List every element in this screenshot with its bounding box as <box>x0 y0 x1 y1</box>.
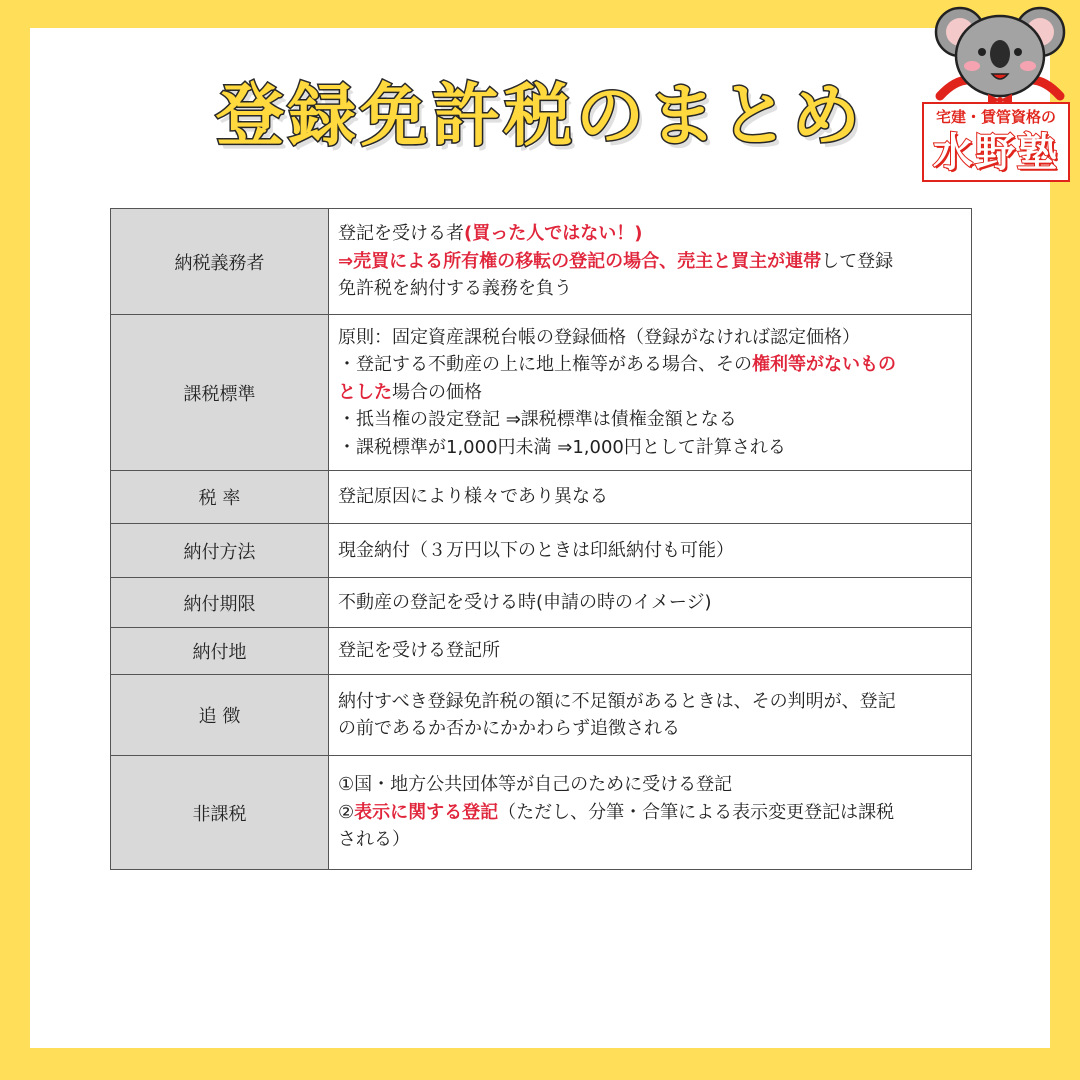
content-line <box>338 324 961 352</box>
body-text: 納付すべき登録免許税の額に不足額があるときは、その判明が、登記 <box>338 690 896 712</box>
row-label: 納付期限 <box>111 578 329 628</box>
logo-name: 水野塾 <box>933 130 1059 176</box>
content-line <box>338 220 961 248</box>
content-line <box>338 351 961 379</box>
emphasis-text: ⇒売買による所有権の移転の登記の場合、売主と買主が連帯 <box>338 250 822 272</box>
emphasis-text: 権利等がないもの <box>752 354 896 376</box>
body-text: ・登記する不動産の上に地上権等がある場合、その <box>338 354 752 376</box>
row-content <box>329 209 972 315</box>
row-label: 追 徴 <box>111 675 329 756</box>
row-label: 納付方法 <box>111 524 329 578</box>
table-row <box>111 578 972 628</box>
row-label: 税 率 <box>111 471 329 524</box>
body-text: 登記を受ける者 <box>338 223 464 245</box>
body-text: して登録 <box>821 250 894 272</box>
content-line <box>338 799 961 827</box>
body-text: ・抵当権の設定登記 ⇒課税標準は債権金額となる <box>338 409 737 431</box>
content-line <box>338 688 961 716</box>
content-line <box>338 483 961 511</box>
row-label: 課税標準 <box>111 315 329 471</box>
page-title: 登録免許税のまとめ <box>215 77 864 156</box>
table-row <box>111 524 972 578</box>
row-label: 納付地 <box>111 628 329 675</box>
body-text: 原則：固定資産課税台帳の登録価格（登録がなければ認定価格） <box>338 326 860 348</box>
body-text: の前であるか否かにかかわらず追徴される <box>338 718 680 739</box>
content-line <box>338 379 961 407</box>
row-content <box>329 578 972 628</box>
content-line <box>338 637 961 665</box>
row-label: 納税義務者 <box>111 209 329 315</box>
body-text: 現金納付（３万円以下のときは印紙納付も可能） <box>338 539 734 561</box>
body-text: 登記を受ける登記所 <box>338 640 500 662</box>
table-row <box>111 628 972 675</box>
logo-badge <box>922 102 1070 182</box>
body-text: 不動産の登記を受ける時(申請の時のイメージ) <box>338 591 712 613</box>
tax-summary-table <box>110 208 972 870</box>
content-line <box>338 275 961 303</box>
logo-subtitle: 宅建・賃管資格の <box>935 108 1056 126</box>
emphasis-text: (買った人ではない！) <box>464 223 643 245</box>
body-text: される） <box>338 829 410 851</box>
table-row <box>111 756 972 870</box>
table-row <box>111 675 972 756</box>
row-content <box>329 675 972 756</box>
table-row <box>111 315 972 471</box>
content-line <box>338 589 961 617</box>
content-line <box>338 826 961 854</box>
body-text: 登記原因により様々であり異なる <box>338 486 608 508</box>
row-content <box>329 471 972 524</box>
emphasis-text: とした <box>338 381 392 403</box>
content-line <box>338 406 961 434</box>
content-line <box>338 248 961 276</box>
row-content <box>329 315 972 471</box>
row-label: 非課税 <box>111 756 329 870</box>
body-text: ①国・地方公共団体等が自己のために受ける登記 <box>338 774 733 796</box>
table-row <box>111 209 972 315</box>
body-text: ・課税標準が1,000円未満 ⇒1,000円として計算される <box>338 436 786 458</box>
row-content <box>329 756 972 870</box>
koala-mascot-icon <box>930 4 1070 114</box>
body-text: 場合の価格 <box>392 381 482 403</box>
emphasis-text: 表示に関する登記 <box>354 801 499 823</box>
body-text: ② <box>338 801 355 823</box>
row-content <box>329 524 972 578</box>
body-text: 免許税を納付する義務を負う <box>338 278 572 300</box>
table-row <box>111 471 972 524</box>
content-line <box>338 537 961 565</box>
body-text: （ただし、分筆・合筆による表示変更登記は課税 <box>498 801 895 823</box>
row-content <box>329 628 972 675</box>
content-line <box>338 434 961 462</box>
content-line <box>338 715 961 743</box>
content-line <box>338 771 961 799</box>
brand-logo <box>920 4 1076 182</box>
